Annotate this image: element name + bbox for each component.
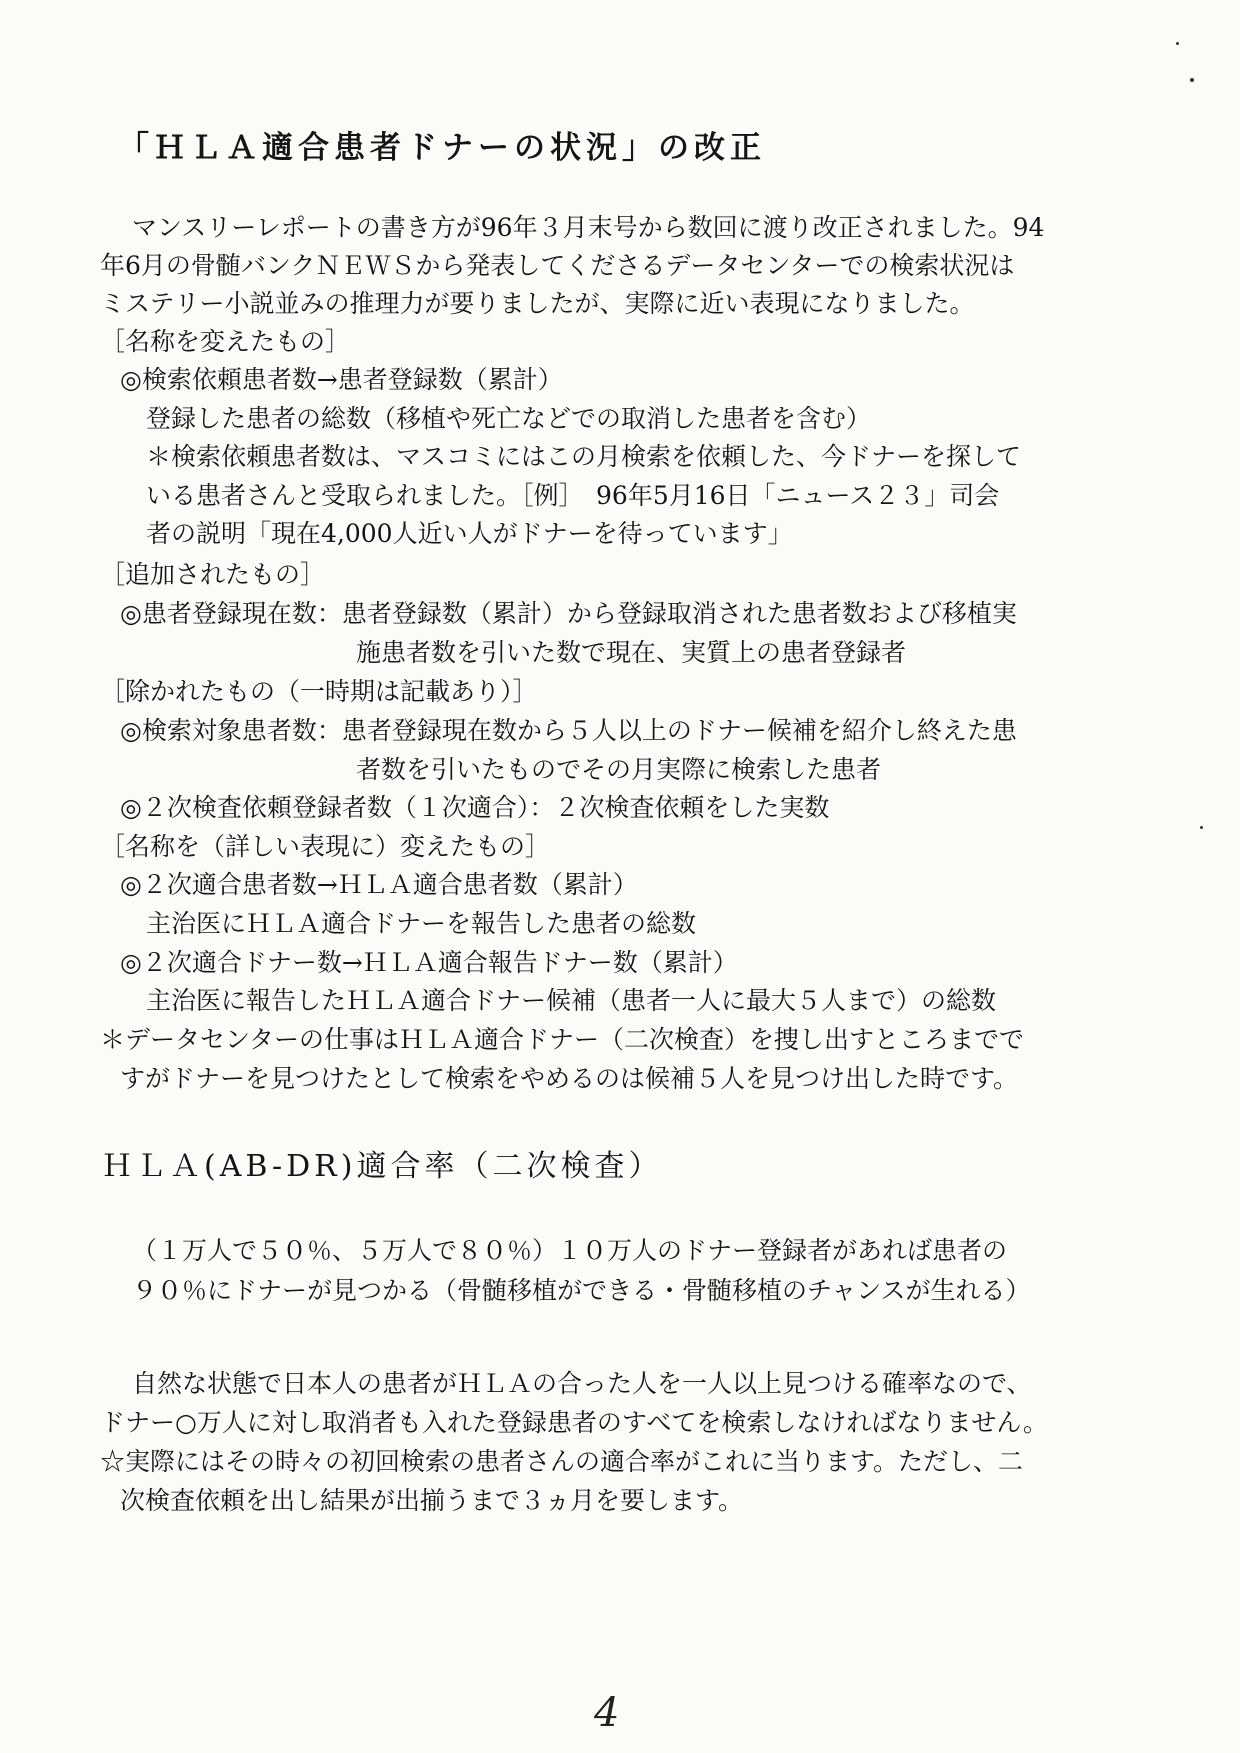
detailed-header: ［名称を（詳しい表現に）変えたもの］ [100,832,551,861]
renamed-note-1: ＊検索依頼患者数は、マスコミにはこの月検索を依頼した、今ドナーを探して [146,442,1022,471]
added-item-2: 施患者数を引いた数で現在、実質上の患者登録者 [356,638,907,667]
section2-title: ＨＬＡ(AB-DR)適合率（二次検査） [102,1149,663,1184]
scan-speck [1190,78,1194,82]
detailed-item-1: ◎２次適合患者数→ＨＬＡ適合患者数（累計） [120,870,638,899]
removed-item-2: ◎２次検査依頼登録者数（１次適合）：２次検査依頼をした実数 [120,793,830,822]
removed-item-1b: 者数を引いたものでその月実際に検索した患者 [356,755,882,784]
renamed-note-2: いる患者さんと受取られました。［例］ 96年5月16日「ニュース２３」司会 [146,481,1000,510]
renamed-item: ◎検索依頼患者数→患者登録数（累計） [120,365,563,394]
section2-para2-line-3: ☆実際にはその時々の初回検索の患者さんの適合率がこれに当ります。ただし、二 [100,1447,1024,1476]
detailed-desc-2: 主治医に報告したＨＬＡ適合ドナー候補（患者一人に最大５人まで）の総数 [146,986,997,1015]
intro-line-2: 年6月の骨髄バンクＮＥＷＳから発表してくださるデータセンターでの検索状況は [100,251,1015,280]
page-title: 「ＨＬＡ適合患者ドナーの状況」の改正 [118,130,766,166]
removed-item-1a: ◎検索対象患者数：患者登録現在数から５人以上のドナー候補を紹介し終えた患 [120,716,1017,745]
section2-para2-line-1: 自然な状態で日本人の患者がＨＬＡの合った人を一人以上見つける確率なので、 [132,1369,1032,1398]
section2-para2-line-2: ドナー○万人に対し取消者も入れた登録患者のすべてを検索しなければなりません。 [100,1408,1048,1437]
section2-para1-line-1: （１万人で５０％、５万人で８０％）１０万人のドナー登録者があれば患者の [132,1236,1008,1265]
detailed-desc-1: 主治医にＨＬＡ適合ドナーを報告した患者の総数 [146,909,697,938]
removed-header: ［除かれたもの（一時期は記載あり）］ [100,677,538,706]
renamed-note-3: 者の説明「現在4,000人近い人がドナーを待っています」 [146,519,793,548]
detailed-note-2: すがドナーを見つけたとして検索をやめるのは候補５人を見つけ出した時です。 [120,1064,1019,1093]
added-item-1: ◎患者登録現在数：患者登録数（累計）から登録取消された患者数および移植実 [120,599,1017,628]
page-number: 4 [594,1690,620,1736]
section2-para1-line-2: ９０％にドナーが見つかる（骨髄移植ができる・骨髄移植のチャンスが生れる） [132,1276,1031,1305]
renamed-desc: 登録した患者の総数（移植や死亡などでの取消した患者を含む） [146,404,872,433]
added-header: ［追加されたもの］ [100,560,326,589]
intro-line-1: マンスリーレポートの書き方が96年３月末号から数回に渡り改正されました。94 [132,213,1045,242]
intro-line-3: ミステリー小説並みの推理力が要りましたが、実際に近い表現になりました。 [100,289,975,318]
scan-speck [1200,826,1203,829]
section2-para2-line-4: 次検査依頼を出し結果が出揃うまで３ヵ月を要します。 [120,1486,744,1515]
scan-speck [1176,42,1179,45]
detailed-note-1: ＊データセンターの仕事はＨＬＡ適合ドナー（二次検査）を捜し出すところまでで [100,1025,1025,1054]
renamed-header: ［名称を変えたもの］ [100,327,351,356]
detailed-item-2: ◎２次適合ドナー数→ＨＬＡ適合報告ドナー数（累計） [120,948,738,977]
